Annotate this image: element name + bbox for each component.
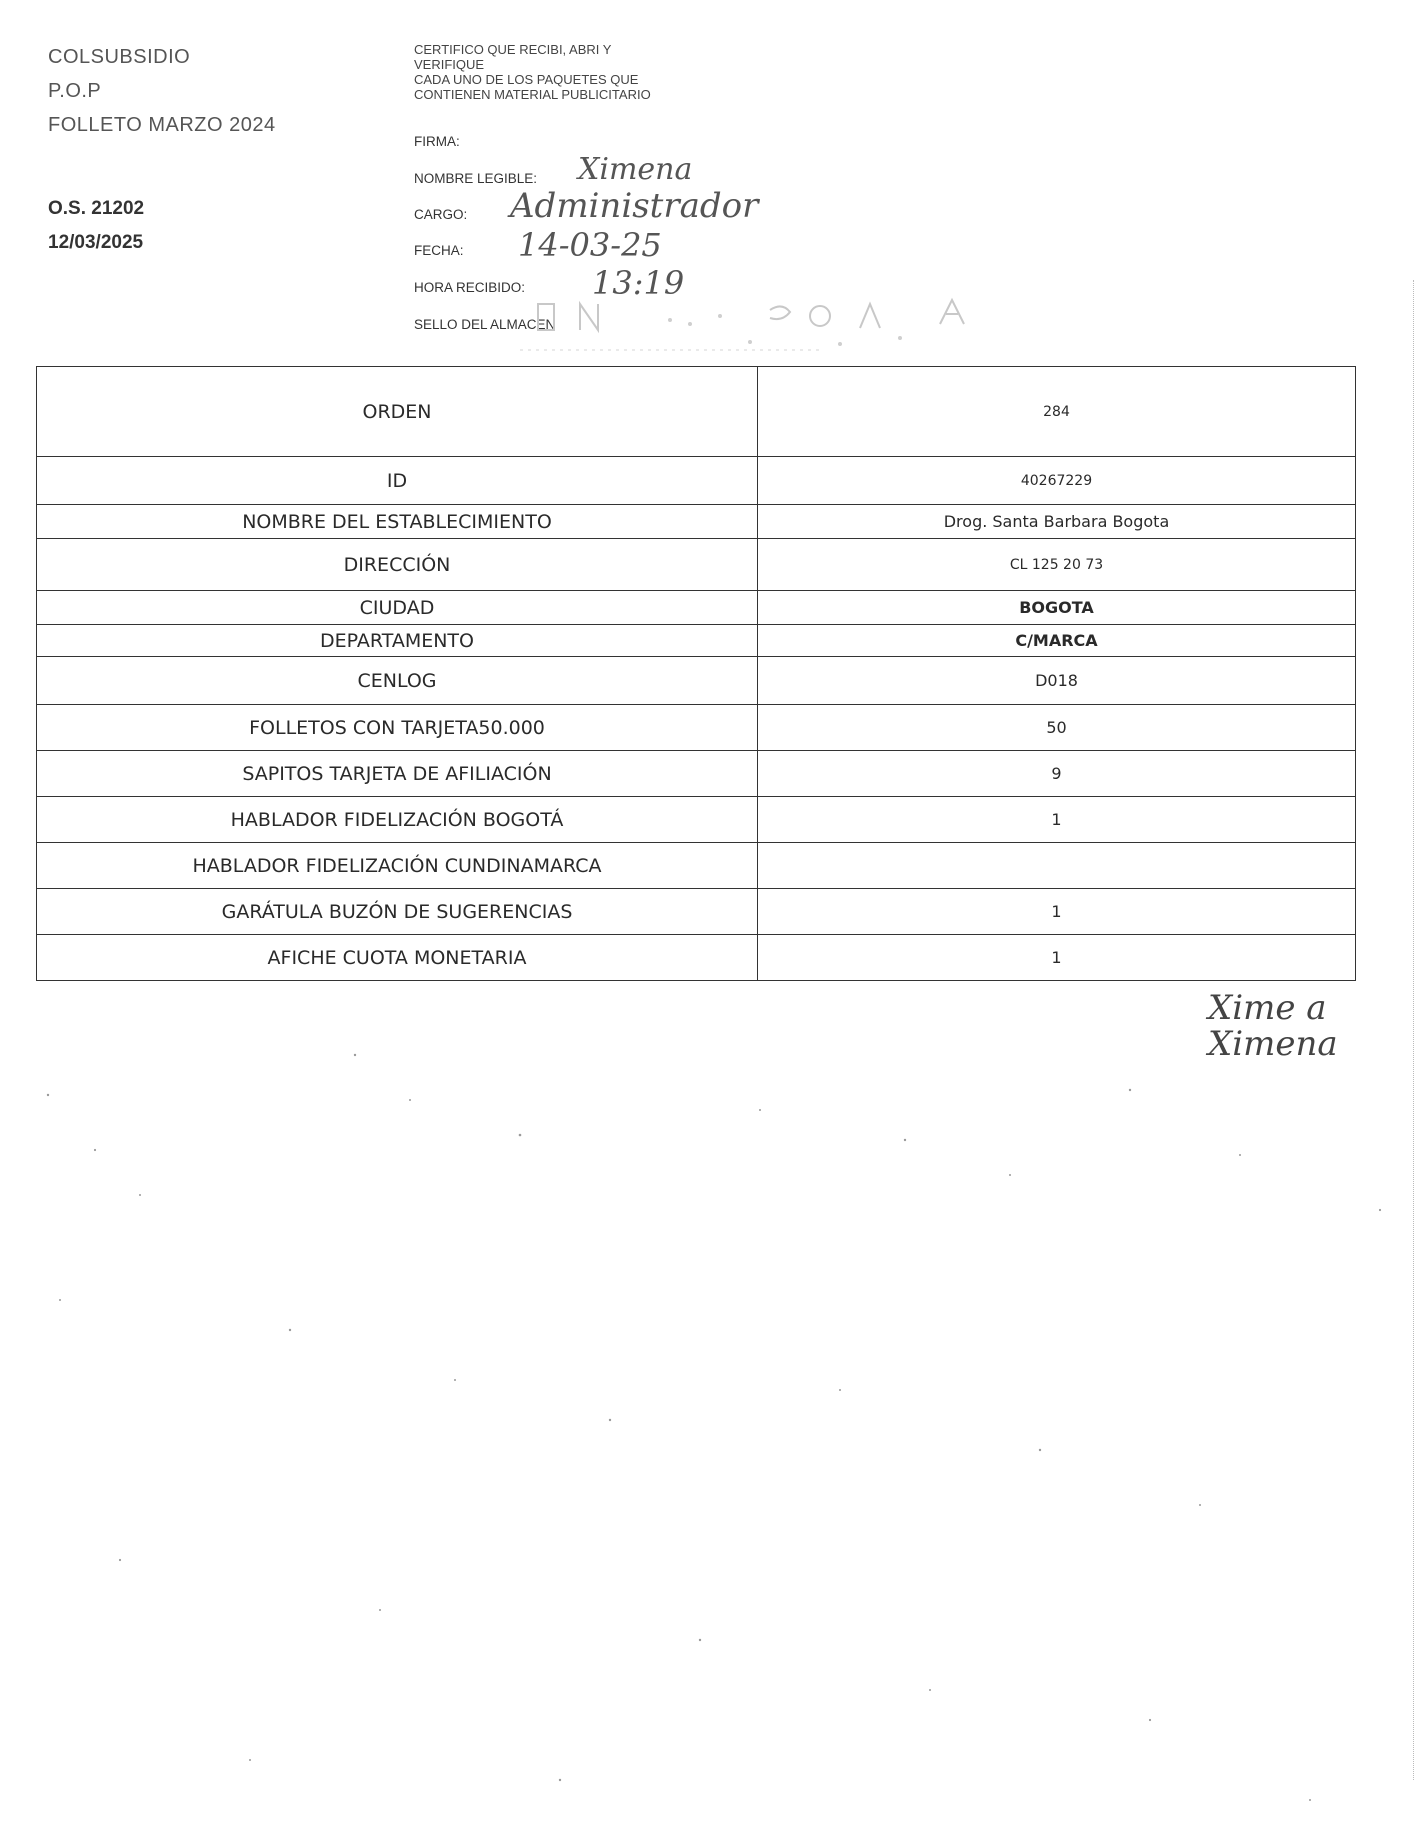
nombre-label: NOMBRE LEGIBLE: [414, 171, 538, 186]
row-value: CL 125 20 73 [758, 539, 1356, 591]
handwritten-fecha: 14-03-25 [518, 226, 662, 264]
handwritten-hora: 13:19 [592, 264, 685, 302]
handwritten-cargo: Administrador [510, 186, 759, 226]
row-value: 1 [758, 935, 1356, 981]
signature-line: Ximena [1208, 1024, 1338, 1064]
folleto-label: FOLLETO MARZO 2024 [48, 114, 276, 136]
cert-line: CADA UNO DE LOS PAQUETES QUE [414, 72, 639, 87]
row-label: DEPARTAMENTO [37, 625, 758, 657]
row-label: SAPITOS TARJETA DE AFILIACIÓN [37, 751, 758, 797]
row-value: 9 [758, 751, 1356, 797]
sello-label: SELLO DEL ALMACEN [414, 317, 556, 332]
row-value: BOGOTA [758, 591, 1356, 625]
row-value: 1 [758, 797, 1356, 843]
fecha-label: FECHA: [414, 243, 464, 258]
row-label: ID [37, 457, 758, 505]
row-label: FOLLETOS CON TARJETA50.000 [37, 705, 758, 751]
row-label: CIUDAD [37, 591, 758, 625]
cert-line: VERIFIQUE [414, 57, 485, 72]
row-label: DIRECCIÓN [37, 539, 758, 591]
row-label: HABLADOR FIDELIZACIÓN BOGOTÁ [37, 797, 758, 843]
signature-line: Xime a [1208, 988, 1327, 1028]
handwritten-nombre: Ximena [578, 152, 693, 187]
os-date: 12/03/2025 [48, 232, 144, 253]
row-value: Drog. Santa Barbara Bogota [758, 505, 1356, 539]
pop-label: P.O.P [48, 80, 102, 102]
scan-edge [1413, 280, 1416, 1780]
row-label: AFICHE CUOTA MONETARIA [37, 935, 758, 981]
row-value: 284 [758, 367, 1356, 457]
row-label: HABLADOR FIDELIZACIÓN CUNDINAMARCA [37, 843, 758, 889]
hora-label: HORA RECIBIDO: [414, 280, 526, 295]
row-label: GARÁTULA BUZÓN DE SUGERENCIAS [37, 889, 758, 935]
row-label: ORDEN [37, 367, 758, 457]
row-value: D018 [758, 657, 1356, 705]
row-value: C/MARCA [758, 625, 1356, 657]
cert-line: CONTIENEN MATERIAL PUBLICITARIO [414, 87, 651, 102]
row-value: 1 [758, 889, 1356, 935]
company-name: COLSUBSIDIO [48, 46, 191, 68]
row-value: 40267229 [758, 457, 1356, 505]
os-number: O.S. 21202 [48, 198, 145, 219]
row-label: NOMBRE DEL ESTABLECIMIENTO [37, 505, 758, 539]
row-value: 50 [758, 705, 1356, 751]
cargo-label: CARGO: [414, 207, 468, 222]
cert-line: CERTIFICO QUE RECIBI, ABRI Y [414, 42, 612, 57]
firma-label: FIRMA: [414, 134, 460, 149]
row-label: CENLOG [37, 657, 758, 705]
